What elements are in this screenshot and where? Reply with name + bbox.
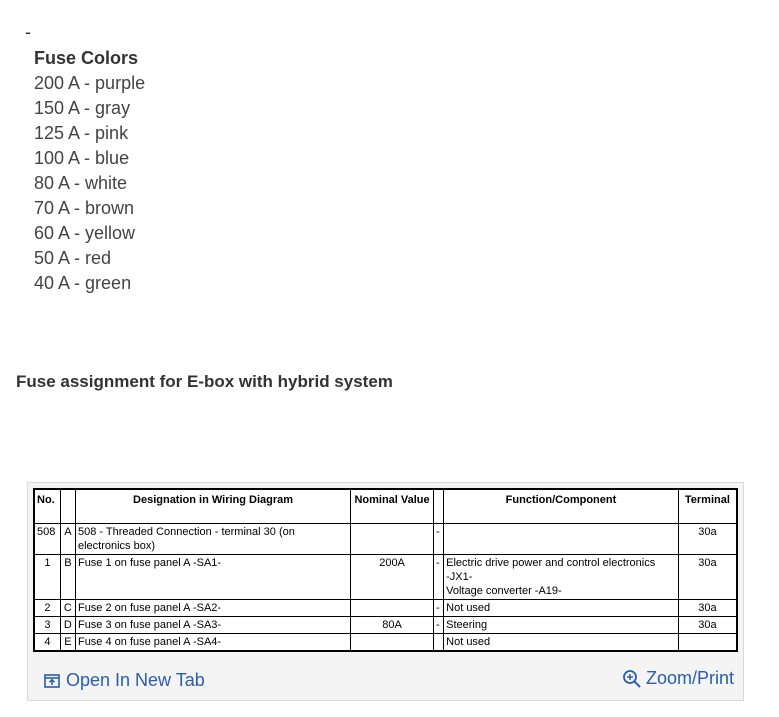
- table-row: [34, 555, 737, 600]
- function-line: Not used: [446, 636, 491, 648]
- leading-dash: -: [25, 22, 31, 42]
- open-in-new-tab-link[interactable]: [44, 670, 205, 691]
- header-designation: Designation in Wiring Diagram: [75, 489, 350, 524]
- header-terminal: Terminal: [678, 489, 737, 524]
- fuse-color-item: 80 A - white: [34, 173, 128, 193]
- cell-dash: [434, 634, 444, 652]
- cell-designation: Fuse 1 on fuse panel A -SA1-: [75, 555, 350, 600]
- cell-no: 508: [34, 524, 60, 555]
- cell-letter: E: [60, 634, 75, 652]
- cell-letter: A: [60, 524, 75, 555]
- fuse-color-item: 70 A - brown: [34, 198, 135, 218]
- cell-designation: Fuse 3 on fuse panel A -SA3-: [75, 617, 350, 634]
- header-letter: [60, 489, 75, 524]
- header-nominal-value: Nominal Value: [351, 489, 434, 524]
- table-row: [34, 600, 737, 617]
- open-new-tab-icon: [44, 674, 60, 688]
- header-no: No.: [34, 489, 60, 524]
- section-title: Fuse assignment for E-box with hybrid system: [16, 372, 393, 391]
- fuse-color-item: 100 A - blue: [34, 148, 130, 168]
- cell-nominal: [351, 600, 434, 617]
- cell-function: [444, 555, 679, 600]
- header-function: Function/Component: [444, 489, 679, 524]
- fuse-color-item: 60 A - yellow: [34, 223, 136, 243]
- fuse-assignment-table: [33, 488, 738, 652]
- zoom-print-link[interactable]: [622, 668, 734, 689]
- table-row: [34, 634, 737, 652]
- fuse-color-item: 200 A - purple: [34, 73, 146, 93]
- zoom-print-label: Zoom/Print: [645, 668, 734, 688]
- header-dash: [434, 489, 444, 524]
- fuse-color-item: 50 A - red: [34, 248, 112, 268]
- cell-letter: D: [60, 617, 75, 634]
- table-row: [34, 524, 737, 555]
- cell-letter: C: [60, 600, 75, 617]
- cell-nominal: 200A: [351, 555, 434, 600]
- cell-dash: -: [434, 600, 444, 617]
- function-line: Electric drive power and control electronics: [446, 557, 656, 569]
- function-line: Not used: [446, 602, 491, 614]
- cell-function: [444, 634, 679, 652]
- cell-no: 3: [34, 617, 60, 634]
- cell-terminal: 30a: [678, 600, 737, 617]
- cell-nominal: [351, 524, 434, 555]
- cell-letter: B: [60, 555, 75, 600]
- zoom-in-icon: [622, 669, 642, 689]
- cell-designation: 508 - Threaded Connection - terminal 30 (on electronics box): [75, 524, 350, 555]
- cell-dash: -: [434, 617, 444, 634]
- cell-terminal: 30a: [678, 555, 737, 600]
- function-line: -JX1-: [446, 571, 473, 583]
- fuse-table-panel: [27, 482, 744, 701]
- fuse-colors-heading: Fuse Colors: [34, 48, 139, 68]
- fuse-colors-list: [34, 46, 145, 296]
- cell-function: [444, 600, 679, 617]
- cell-terminal: [678, 634, 737, 652]
- function-line: Steering: [446, 619, 488, 631]
- table-header-row: [34, 489, 737, 524]
- function-line: Voltage converter -A19-: [446, 585, 562, 597]
- fuse-color-item: 125 A - pink: [34, 123, 129, 143]
- cell-designation: Fuse 4 on fuse panel A -SA4-: [75, 634, 350, 652]
- cell-no: 4: [34, 634, 60, 652]
- cell-terminal: 30a: [678, 524, 737, 555]
- fuse-color-item: 40 A - green: [34, 273, 132, 293]
- cell-function: [444, 524, 679, 555]
- cell-designation: Fuse 2 on fuse panel A -SA2-: [75, 600, 350, 617]
- open-in-new-tab-label: Open In New Tab: [66, 670, 205, 690]
- cell-dash: -: [434, 524, 444, 555]
- cell-no: 2: [34, 600, 60, 617]
- cell-function: [444, 617, 679, 634]
- cell-no: 1: [34, 555, 60, 600]
- cell-terminal: 30a: [678, 617, 737, 634]
- fuse-color-item: 150 A - gray: [34, 98, 131, 118]
- cell-dash: -: [434, 555, 444, 600]
- table-row: [34, 617, 737, 634]
- cell-nominal: [351, 634, 434, 652]
- cell-nominal: 80A: [351, 617, 434, 634]
